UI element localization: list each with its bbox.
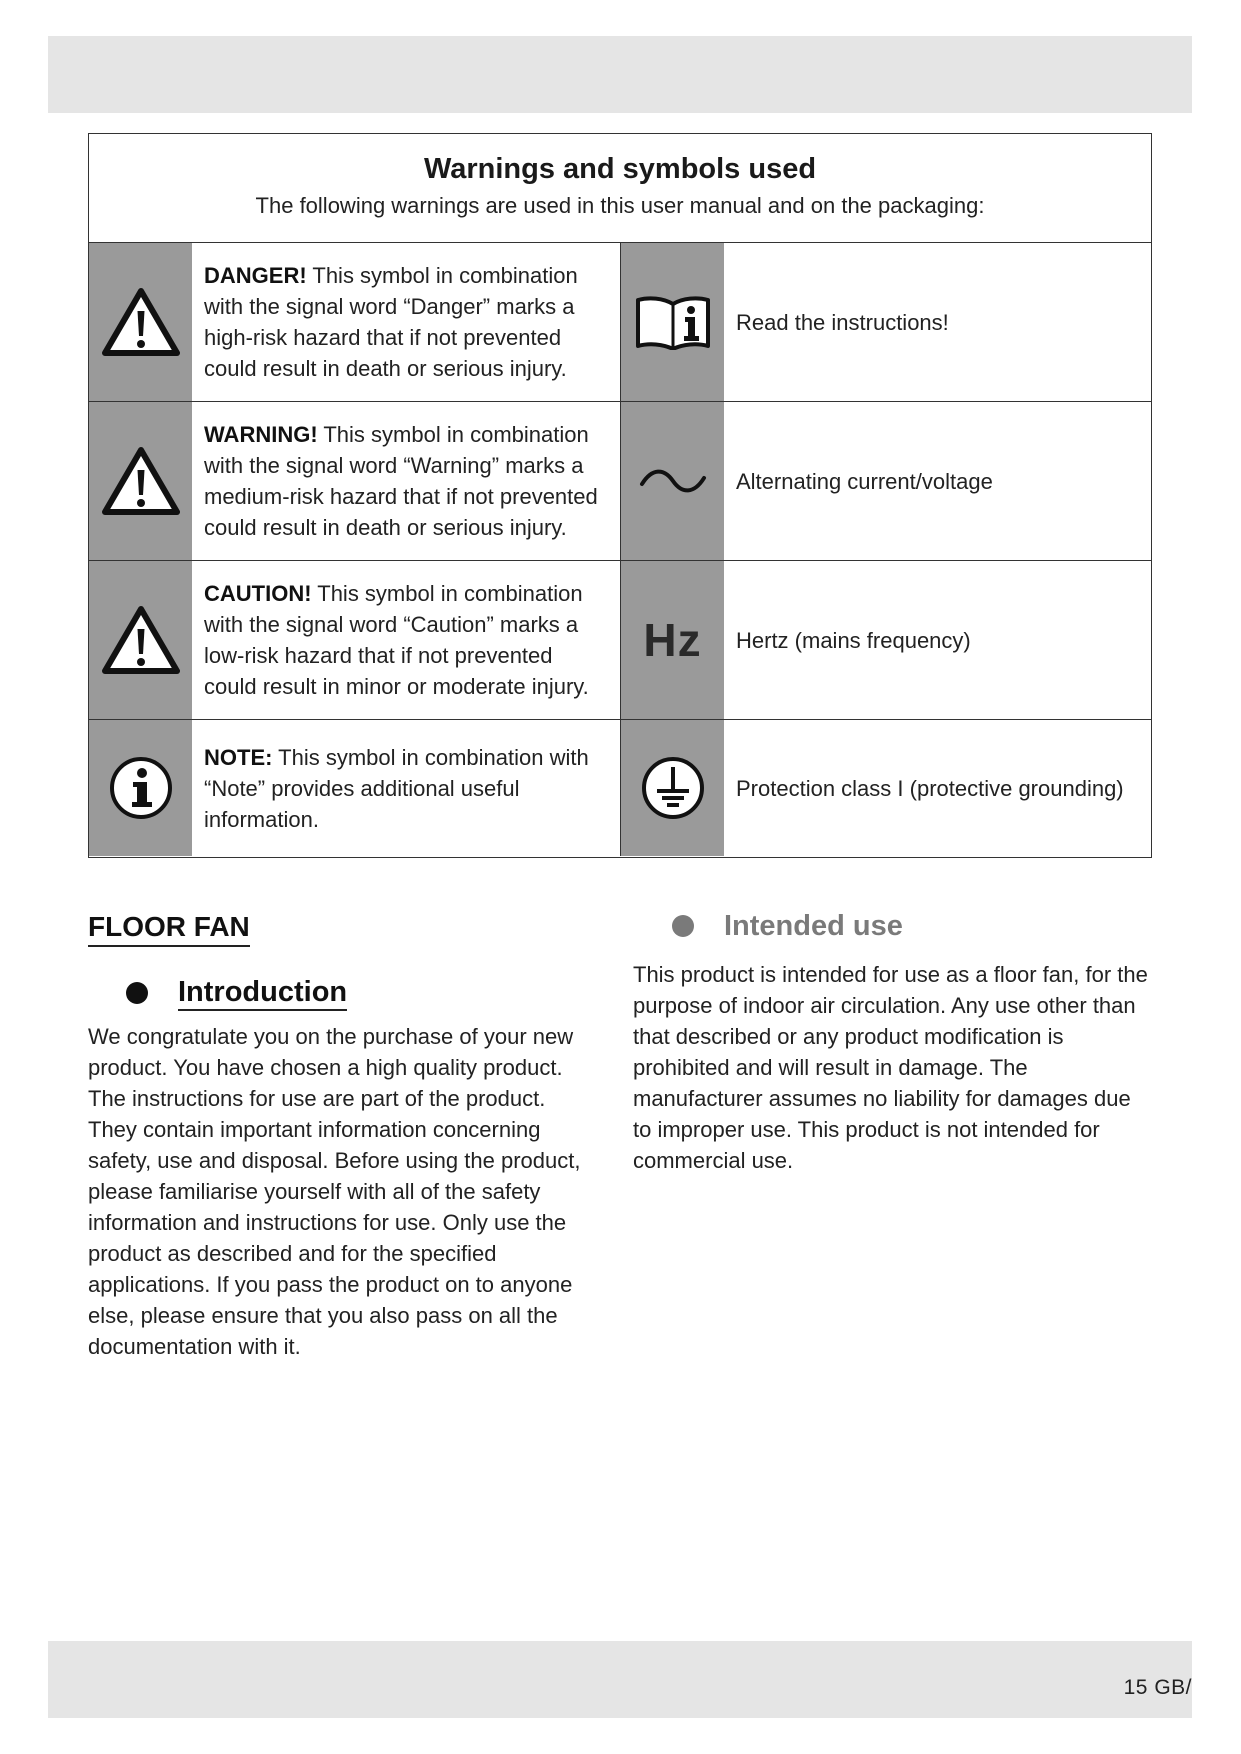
protective-earth-symbol-cell bbox=[621, 720, 724, 856]
alternating-current-icon bbox=[638, 466, 708, 496]
symbol-row-warning bbox=[89, 402, 1151, 561]
symbols-table-subtitle: The following warnings are used in this user manual and on the packaging: bbox=[255, 193, 985, 218]
warning-keyword: WARNING! bbox=[204, 422, 318, 447]
warning-triangle-icon bbox=[102, 446, 180, 516]
note-description bbox=[192, 720, 621, 856]
footer-band bbox=[48, 1641, 1192, 1718]
header-band bbox=[48, 36, 1192, 113]
hertz-symbol-cell bbox=[621, 561, 724, 719]
caution-symbol-cell bbox=[89, 561, 192, 719]
intended-use-body: This product is intended for use as a floor fan, for the purpose of indoor air circulation. Any use other than that described or any product modification is prohibited and will result in damage. The manufacturer assumes no liability for damages due to improper use. This product is not intended for commercial use. bbox=[633, 962, 1148, 1173]
warning-triangle-icon bbox=[102, 605, 180, 675]
symbols-table-header bbox=[89, 134, 1151, 243]
caution-text: This symbol in combination with the signal word “Caution” marks a low-risk hazard that if not prevented could result in minor or moderate injury. bbox=[204, 581, 589, 699]
intended-use-heading-text: Intended use bbox=[724, 909, 903, 942]
info-circle-icon bbox=[108, 755, 174, 821]
protective-earth-description: Protection class I (protective grounding) bbox=[736, 775, 1124, 801]
note-symbol-cell bbox=[89, 720, 192, 856]
alternating-current-symbol-cell bbox=[621, 402, 724, 560]
note-text: This symbol in combination with “Note” provides additional useful information. bbox=[204, 744, 589, 832]
danger-keyword: DANGER! bbox=[204, 263, 307, 288]
hertz-description: Hertz (mains frequency) bbox=[736, 627, 971, 653]
danger-text: This symbol in combination with the signal word “Danger” marks a high-risk hazard that if not prevented could result in death or serious injury. bbox=[204, 263, 578, 381]
left-column bbox=[88, 905, 598, 1362]
read-instructions-symbol-cell bbox=[621, 243, 724, 401]
danger-description bbox=[192, 243, 621, 401]
introduction-body: We congratulate you on the purchase of your new product. You have chosen a high quality product. The instructions for use are part of the product. They contain important information concerning safety, use and disposal. Before using the product, please familiarise yourself with all of the safety information and instructions for use. Only use the product as described and for the specified applications. If you pass the product on to anyone else, please ensure that you also pass on all the documentation with it. bbox=[88, 1024, 581, 1359]
introduction-heading bbox=[126, 973, 598, 1013]
page-number: 15 GB/ bbox=[1123, 1676, 1192, 1699]
caution-description bbox=[192, 561, 621, 719]
warning-description bbox=[192, 402, 621, 560]
symbol-row-caution bbox=[89, 561, 1151, 720]
product-title: FLOOR FAN bbox=[88, 910, 250, 947]
note-keyword: NOTE: bbox=[204, 744, 273, 770]
read-instructions-description: Read the instructions! bbox=[736, 309, 949, 335]
introduction-heading-text: Introduction bbox=[178, 975, 347, 1011]
symbol-row-note bbox=[89, 720, 1151, 856]
intended-use-heading bbox=[672, 906, 1153, 946]
symbols-table-title: Warnings and symbols used bbox=[423, 153, 817, 185]
caution-keyword: CAUTION! bbox=[204, 581, 312, 606]
alternating-current-description: Alternating current/voltage bbox=[736, 468, 993, 494]
symbols-table bbox=[88, 133, 1152, 858]
symbol-row-danger bbox=[89, 243, 1151, 402]
bullet-icon bbox=[672, 915, 694, 937]
warning-text: This symbol in combination with the signal word “Warning” marks a medium-risk hazard that if not prevented could result in death or serious injury. bbox=[204, 422, 598, 540]
hertz-icon: Hz bbox=[643, 614, 702, 666]
danger-symbol-cell bbox=[89, 243, 192, 401]
warning-triangle-icon bbox=[102, 287, 180, 357]
bullet-icon bbox=[126, 982, 148, 1004]
warning-symbol-cell bbox=[89, 402, 192, 560]
right-column bbox=[633, 905, 1153, 1176]
protective-earth-icon bbox=[640, 755, 706, 821]
read-instructions-icon bbox=[635, 294, 711, 350]
